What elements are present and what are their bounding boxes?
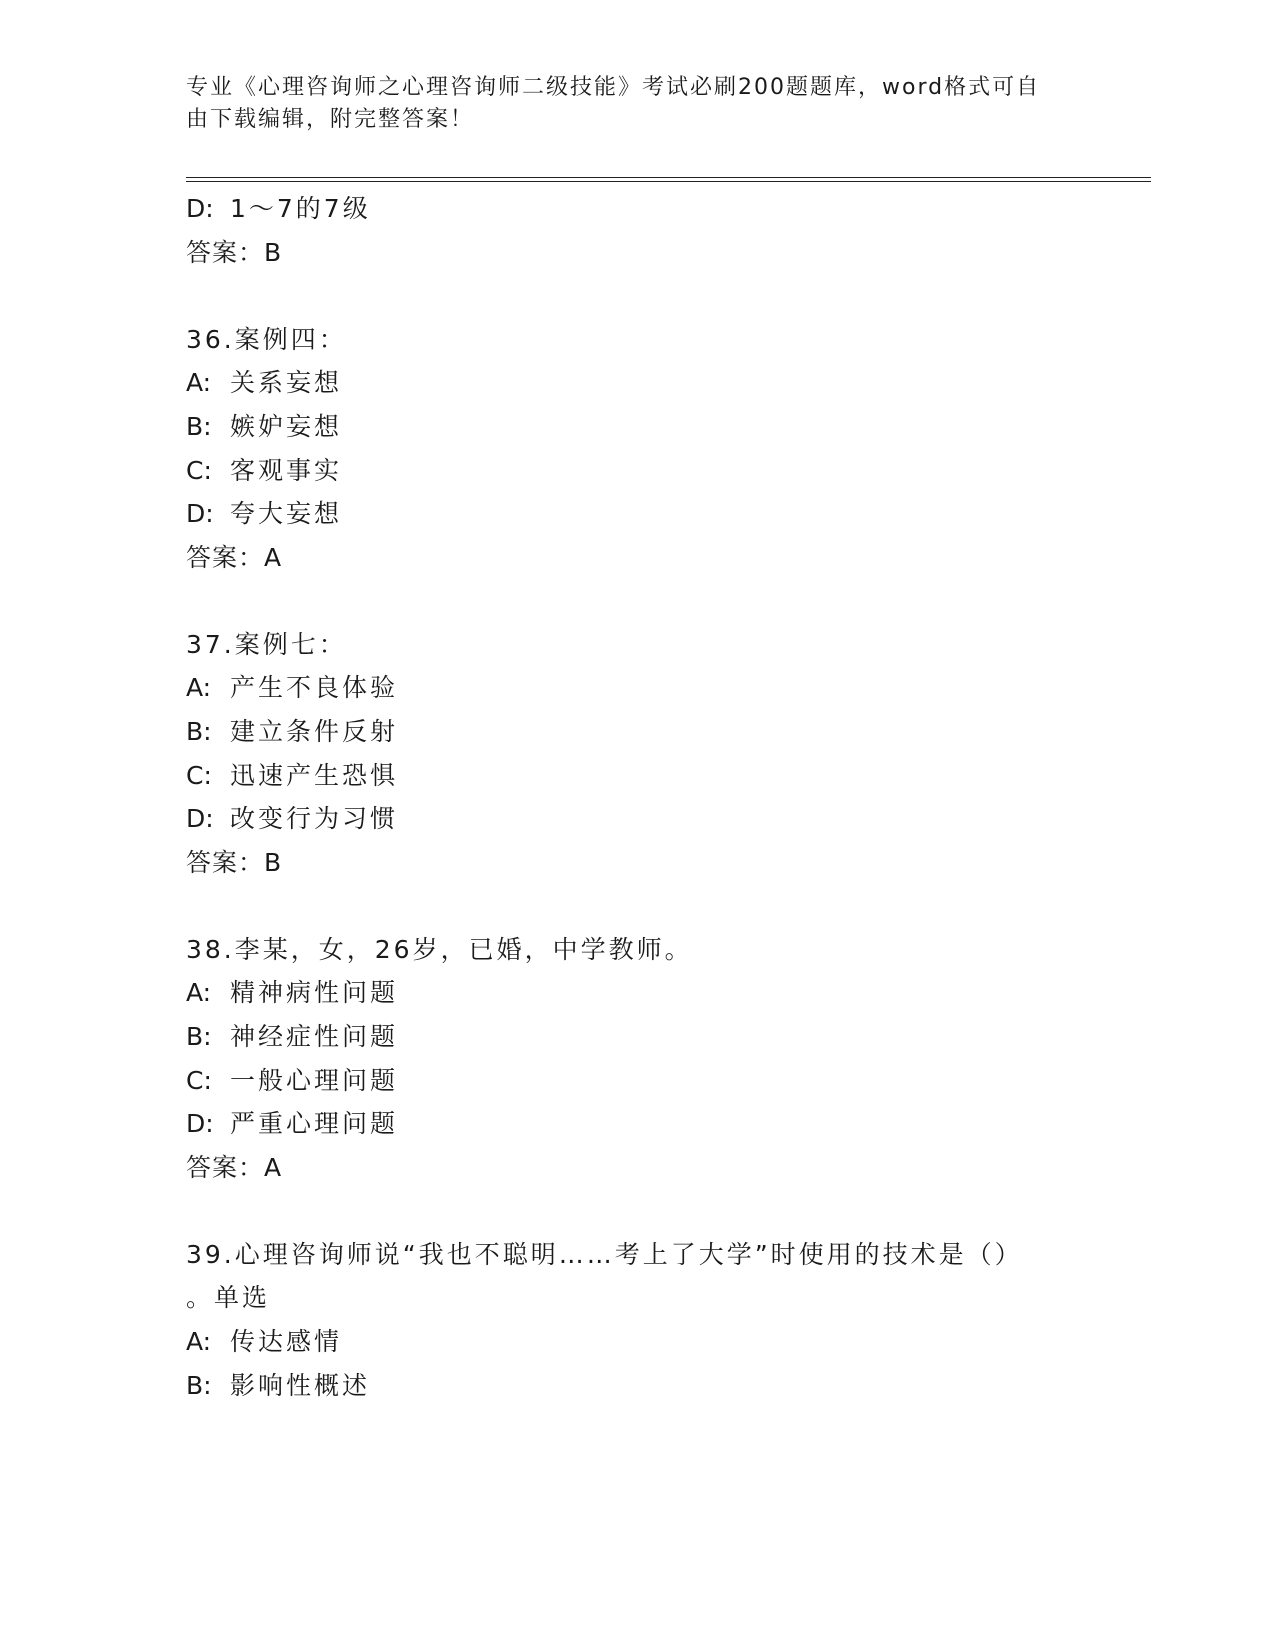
question-39-option-b	[186, 1370, 370, 1402]
option-label: B:	[186, 1022, 212, 1051]
option-text: 迅速产生恐惧	[230, 761, 399, 790]
question-37-option-a	[186, 672, 398, 704]
document-title-line-2: 由下载编辑，附完整答案！	[186, 107, 475, 132]
question-36-option-c	[186, 455, 342, 487]
option-label: B:	[186, 717, 212, 746]
option-text: 1～7的7级	[230, 194, 371, 223]
prev-answer: 答案：B	[186, 238, 283, 267]
option-label: D:	[186, 499, 214, 528]
document-title-line-1: 专业《心理咨询师之心理咨询师二级技能》考试必刷200题题库，word格式可自	[186, 75, 1041, 100]
option-label: B:	[186, 1371, 212, 1400]
question-37-option-b	[186, 716, 398, 748]
question-36-option-b	[186, 411, 342, 443]
question-38-option-a	[186, 977, 398, 1009]
question-36-option-a	[186, 367, 342, 399]
question-39-stem: 39.心理咨询师说“我也不聪明……考上了大学”时使用的技术是（）	[186, 1240, 1023, 1269]
question-37-option-d	[186, 803, 398, 835]
option-text: 建立条件反射	[230, 717, 399, 746]
option-text: 产生不良体验	[230, 673, 399, 702]
option-label: A:	[186, 1327, 212, 1356]
option-text: 传达感情	[230, 1327, 343, 1356]
option-text: 嫉妒妄想	[230, 412, 343, 441]
option-text: 一般心理问题	[230, 1066, 399, 1095]
option-label: C:	[186, 1066, 212, 1095]
question-37-option-c	[186, 760, 398, 792]
option-label: D:	[186, 1109, 214, 1138]
option-text: 严重心理问题	[230, 1109, 399, 1138]
option-label: A:	[186, 673, 212, 702]
option-label: D:	[186, 194, 214, 223]
option-label: D:	[186, 804, 214, 833]
question-38-option-d	[186, 1108, 398, 1140]
question-36-answer: 答案：A	[186, 543, 283, 572]
question-38-answer: 答案：A	[186, 1153, 283, 1182]
question-36-option-d	[186, 498, 342, 530]
question-38-option-c	[186, 1065, 398, 1097]
prev-option-d	[186, 193, 371, 225]
option-text: 精神病性问题	[230, 978, 399, 1007]
option-label: A:	[186, 978, 212, 1007]
question-36-stem: 36.案例四：	[186, 325, 347, 354]
option-text: 神经症性问题	[230, 1022, 399, 1051]
question-39-stem-continued: 。单选	[186, 1283, 271, 1312]
header-divider-top	[186, 177, 1151, 178]
option-text: 客观事实	[230, 456, 343, 485]
header-divider-bottom	[186, 181, 1151, 182]
question-38-option-b	[186, 1021, 398, 1053]
question-38-stem: 38.李某，女，26岁，已婚，中学教师。	[186, 935, 693, 964]
option-label: C:	[186, 761, 212, 790]
option-text: 改变行为习惯	[230, 804, 399, 833]
question-39-option-a	[186, 1326, 342, 1358]
option-text: 夸大妄想	[230, 499, 343, 528]
option-text: 影响性概述	[230, 1371, 371, 1400]
option-label: A:	[186, 368, 212, 397]
option-text: 关系妄想	[230, 368, 343, 397]
question-37-answer: 答案：B	[186, 848, 283, 877]
option-label: B:	[186, 412, 212, 441]
question-37-stem: 37.案例七：	[186, 630, 347, 659]
option-label: C:	[186, 456, 212, 485]
